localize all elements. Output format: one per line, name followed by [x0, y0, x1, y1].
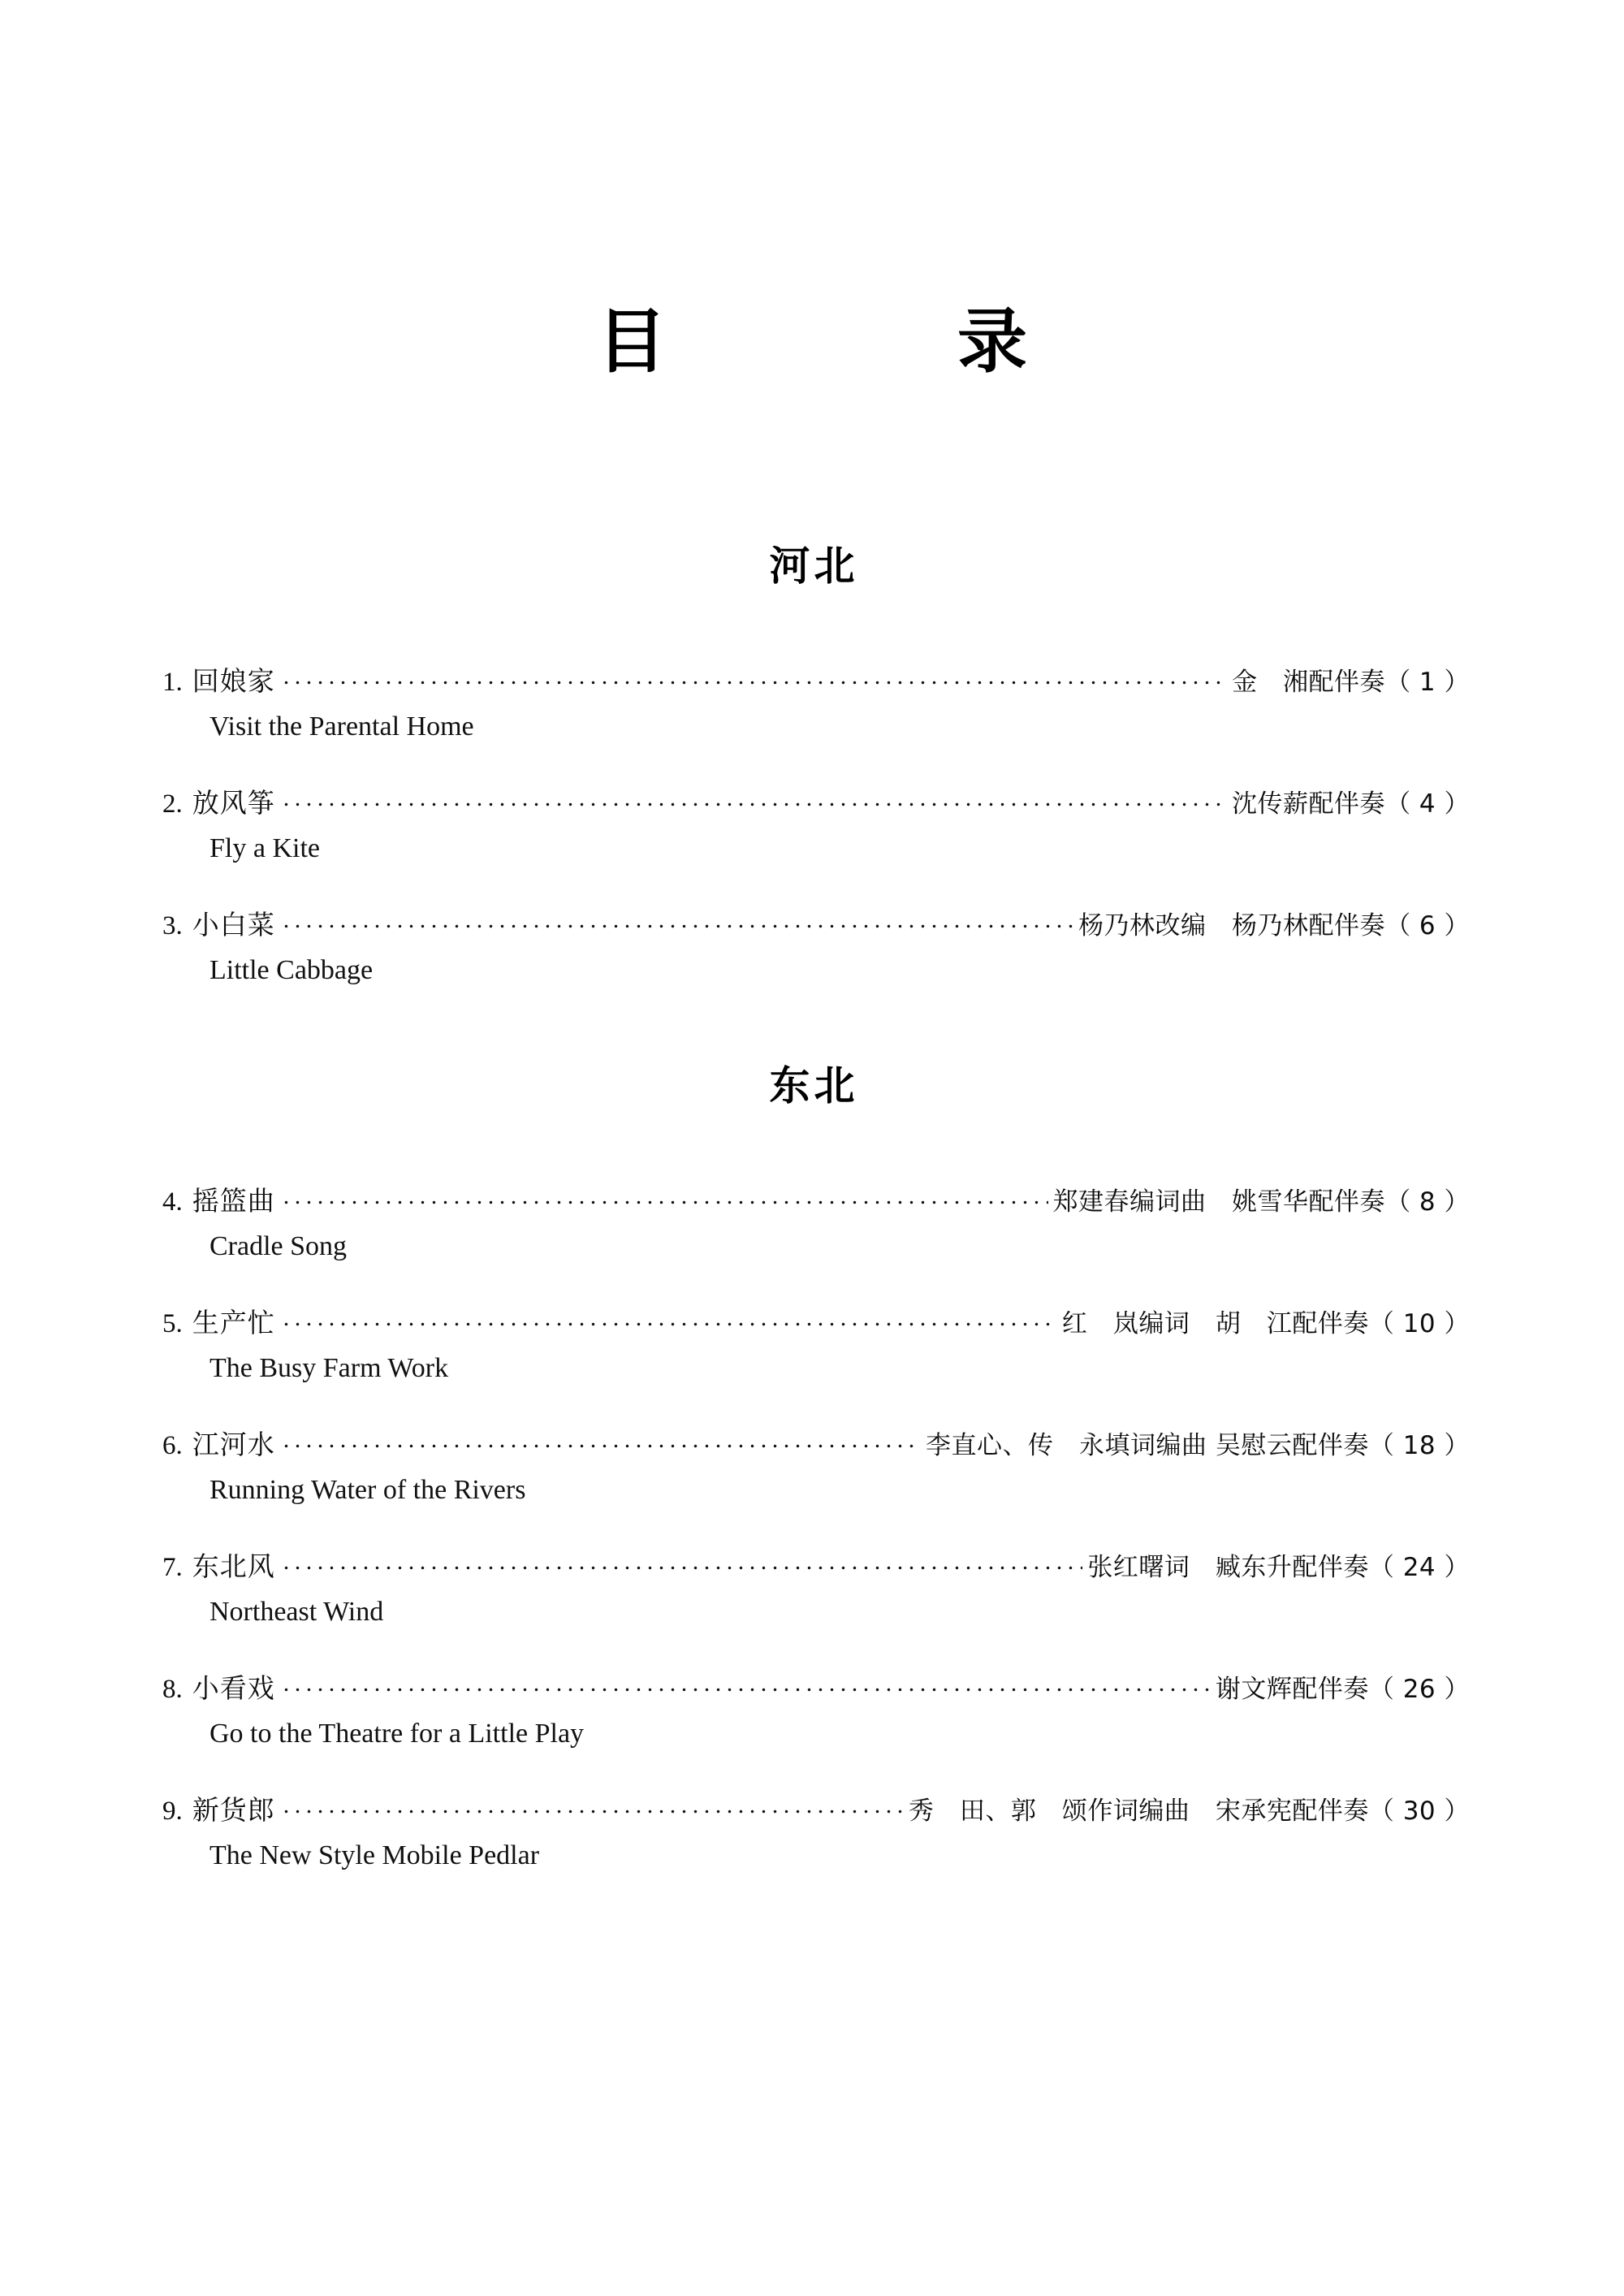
dot-leader	[283, 910, 1073, 934]
entry-title-cn: 生产忙	[192, 1307, 275, 1338]
entry-title-en: Go to the Theatre for a Little Play	[209, 1719, 585, 1749]
dot-leader	[283, 1551, 1083, 1576]
entry-title-en: The Busy Farm Work	[209, 1353, 449, 1383]
entry-title-cn: 放风筝	[192, 787, 275, 819]
toc-entry-line	[162, 1306, 1470, 1341]
toc-entry-2[interactable]	[162, 786, 1470, 865]
toc-entry-line	[162, 786, 1470, 821]
entry-title-en: Northeast Wind	[209, 1597, 384, 1627]
entry-credit: 沈传薪配伴奏	[1232, 789, 1386, 819]
entry-title-en: Cradle Song	[209, 1231, 348, 1261]
entry-number: 5.	[162, 1309, 183, 1338]
toc-entry-6[interactable]	[162, 1428, 1470, 1507]
entry-page-number: （ 6 ）	[1385, 911, 1470, 940]
entry-credit: 金 湘配伴奏	[1232, 668, 1386, 697]
entry-title-cn: 小白菜	[192, 909, 275, 940]
dot-leader	[283, 1308, 1057, 1332]
entry-page-number: （ 26 ）	[1368, 1675, 1470, 1704]
toc-entry-3[interactable]	[162, 908, 1470, 987]
toc-entry-line	[162, 1428, 1470, 1463]
entry-number: 6.	[162, 1431, 183, 1460]
entry-title-en: Fly a Kite	[209, 833, 320, 863]
dot-leader	[283, 1429, 921, 1454]
toc-entry-line	[162, 1184, 1470, 1219]
entry-title-cn: 东北风	[192, 1550, 275, 1582]
toc-entry-5[interactable]	[162, 1306, 1470, 1385]
entry-title-en: Visit the Parental Home	[209, 711, 474, 742]
entry-page-number: （ 8 ）	[1385, 1187, 1470, 1217]
toc-entry-line	[162, 664, 1470, 699]
entry-credit: 杨乃林改编 杨乃林配伴奏	[1078, 911, 1386, 940]
toc-entry-line	[162, 1671, 1470, 1706]
entry-number: 2.	[162, 789, 183, 819]
entry-title-cn: 新货郎	[192, 1794, 275, 1826]
entry-page-number: （ 24 ）	[1368, 1553, 1470, 1582]
section-heading-dongbei: 东北	[769, 1062, 859, 1109]
dot-leader	[283, 788, 1227, 812]
entry-page-number: （ 1 ）	[1385, 668, 1470, 697]
entry-credit: 谢文辉配伴奏	[1215, 1675, 1369, 1704]
entry-title-cn: 江河水	[192, 1429, 275, 1460]
toc-entry-line	[162, 1550, 1470, 1585]
toc-entry-line	[162, 1793, 1470, 1828]
toc-entry-line	[162, 908, 1470, 943]
toc-entry-4[interactable]	[162, 1184, 1470, 1263]
entry-title-cn: 小看戏	[192, 1672, 275, 1704]
toc-entry-9[interactable]	[162, 1793, 1470, 1872]
entry-number: 4.	[162, 1187, 183, 1217]
dot-leader	[283, 1795, 904, 1819]
entry-title-en: The New Style Mobile Pedlar	[209, 1840, 540, 1870]
entry-page-number: （ 10 ）	[1368, 1309, 1470, 1338]
entry-number: 7.	[162, 1553, 183, 1582]
entry-title-en: Little Cabbage	[209, 955, 374, 985]
toc-entry-1[interactable]	[162, 664, 1470, 743]
entry-credit: 张红曙词 臧东升配伴奏	[1087, 1553, 1369, 1582]
entry-title-cn: 回娘家	[192, 665, 275, 697]
page-title: 目 录	[597, 301, 1078, 383]
entry-number: 3.	[162, 911, 183, 940]
entry-credit: 郑建春编词曲 姚雪华配伴奏	[1052, 1187, 1386, 1217]
entry-page-number: （ 30 ）	[1368, 1797, 1470, 1826]
toc-entry-8[interactable]	[162, 1671, 1470, 1750]
entry-page-number: （ 4 ）	[1385, 789, 1470, 819]
dot-leader	[283, 666, 1227, 690]
entry-title-en: Running Water of the Rivers	[209, 1475, 526, 1505]
entry-page-number: （ 18 ）	[1368, 1431, 1470, 1460]
section-heading-hebei: 河北	[769, 543, 859, 590]
entry-title-cn: 摇篮曲	[192, 1185, 275, 1217]
dot-leader	[283, 1673, 1211, 1697]
entry-number: 8.	[162, 1675, 183, 1704]
entry-number: 9.	[162, 1797, 183, 1826]
entry-credit: 李直心、传 永填词编曲 吴慰云配伴奏	[925, 1431, 1369, 1460]
entry-number: 1.	[162, 668, 183, 697]
dot-leader	[283, 1186, 1048, 1210]
entry-credit: 秀 田、郭 颂作词编曲 宋承宪配伴奏	[908, 1797, 1369, 1826]
toc-entry-7[interactable]	[162, 1550, 1470, 1628]
entry-credit: 红 岚编词 胡 江配伴奏	[1061, 1309, 1369, 1338]
